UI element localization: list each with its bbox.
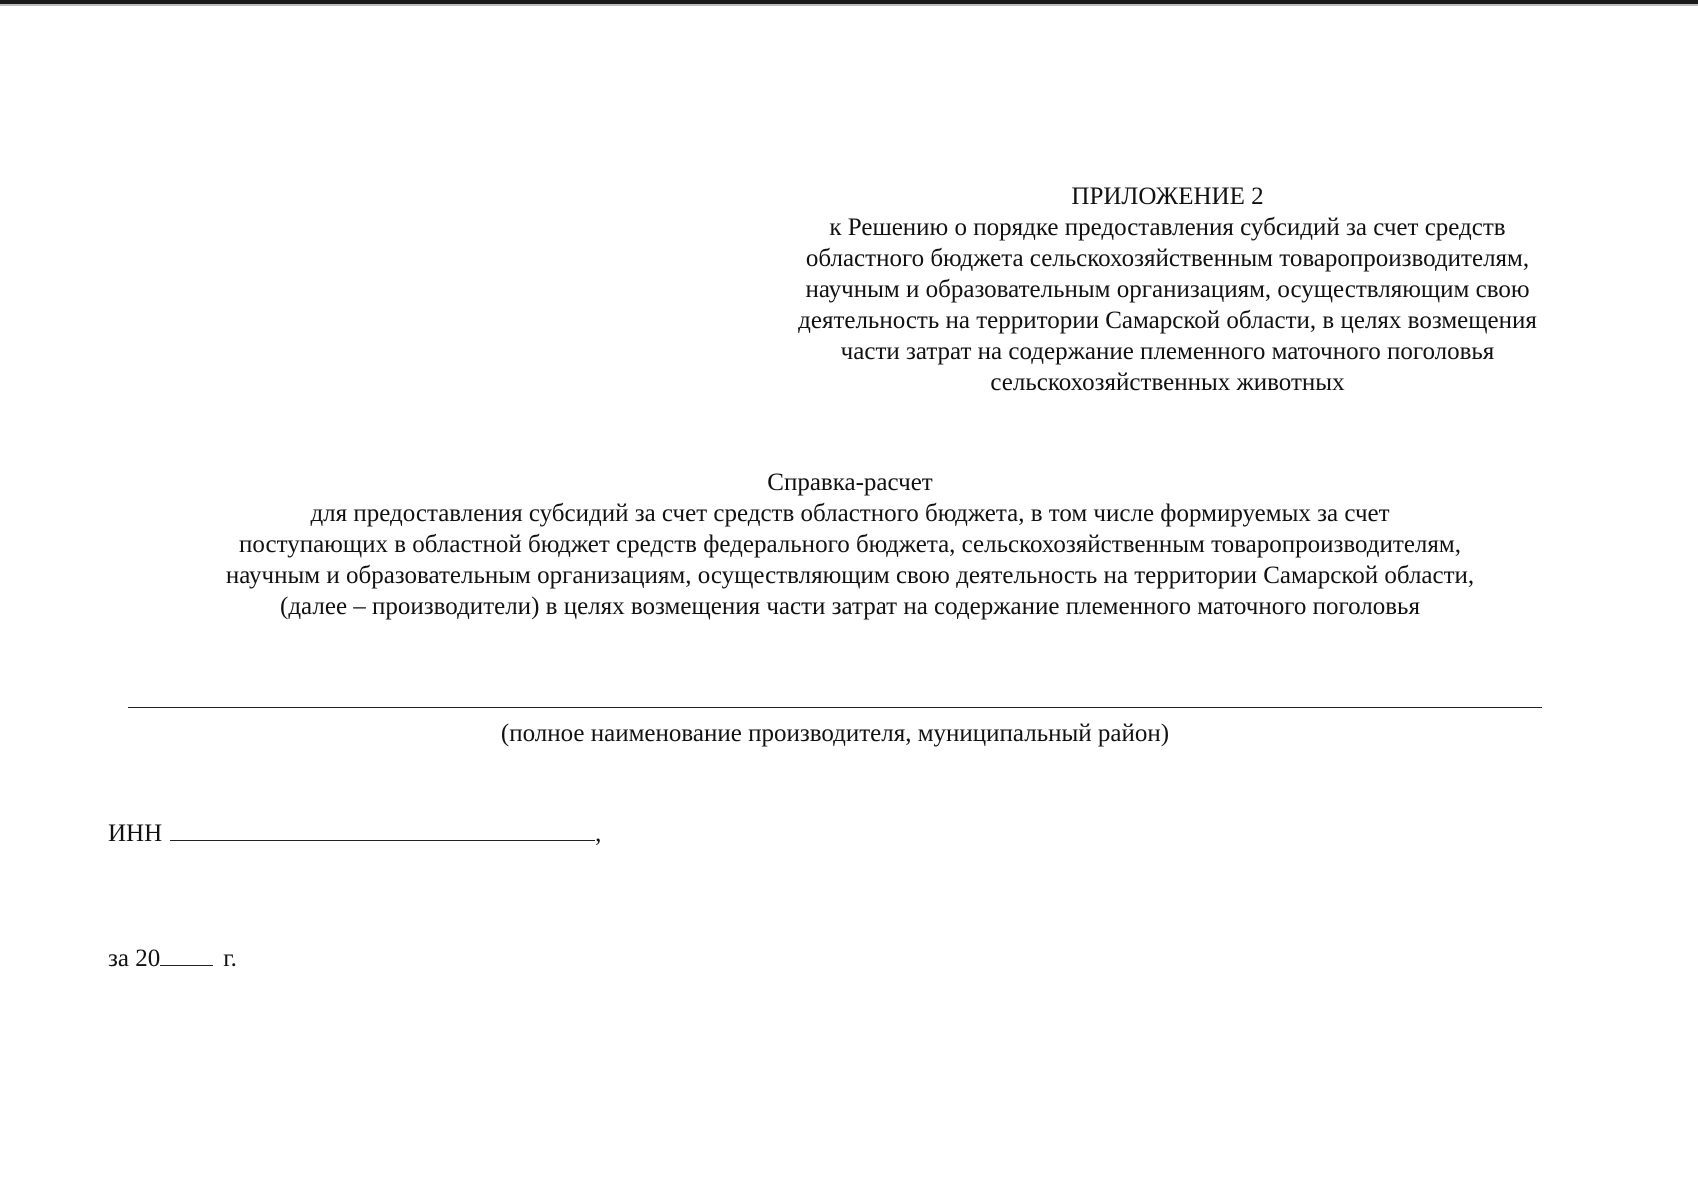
- producer-name-caption: (полное наименование производителя, муниципальный район): [500, 720, 1170, 747]
- appendix-title: ПРИЛОЖЕНИЕ 2: [1071, 183, 1264, 210]
- producer-name-blank-line[interactable]: [128, 707, 1542, 708]
- appendix-line-3: научным и образовательным организациям, осуществляющим свою: [805, 276, 1530, 303]
- scan-top-edge-shadow: [0, 4, 1698, 6]
- inn-label: ИНН: [108, 820, 163, 847]
- inn-row: [108, 818, 601, 849]
- document-heading: [100, 467, 1600, 622]
- appendix-line-4: деятельность на территории Самарской области, в целях возмещения: [798, 307, 1537, 334]
- heading-line-3: научным и образовательным организациям, осуществляющим свою деятельность на территории Самарской области,: [225, 562, 1475, 589]
- appendix-line-2: областного бюджета сельскохозяйственным товаропроизводителям,: [805, 245, 1530, 272]
- document-title: Справка-расчет: [767, 469, 933, 496]
- appendix-line-5: части затрат на содержание племенного маточного поголовья: [840, 338, 1495, 365]
- inn-blank-line[interactable]: [170, 820, 595, 841]
- heading-line-1: для предоставления субсидий за счет средств областного бюджета, в том числе формируемых за счет: [310, 500, 1390, 527]
- appendix-line-1: к Решению о порядке предоставления субсидий за счет средств: [829, 214, 1506, 241]
- year-suffix: г.: [223, 945, 237, 972]
- year-prefix: за 20: [108, 945, 161, 972]
- heading-line-4: (далее – производители) в целях возмещения части затрат на содержание племенного маточного поголовья: [280, 593, 1420, 620]
- inn-comma: ,: [595, 820, 602, 847]
- appendix-block: [760, 181, 1575, 398]
- heading-line-2: поступающих в областной бюджет средств федерального бюджета, сельскохозяйственным товаропроизводителям,: [239, 531, 1461, 558]
- year-row: [108, 943, 237, 974]
- appendix-line-6: сельскохозяйственных животных: [990, 369, 1345, 396]
- year-blank-line[interactable]: [160, 945, 213, 966]
